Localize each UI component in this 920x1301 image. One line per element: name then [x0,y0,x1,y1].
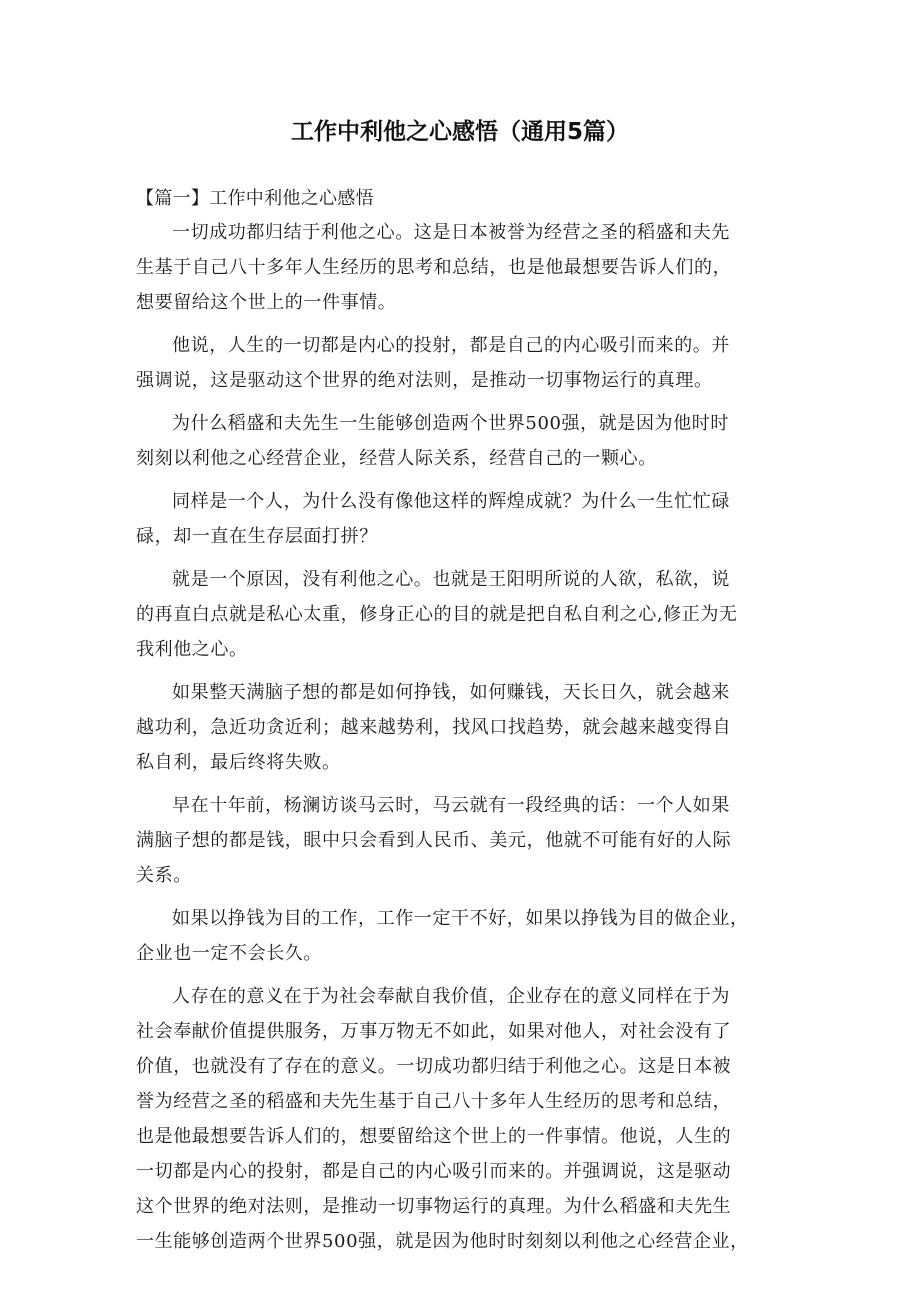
paragraph-line: 企业也一定不会长久。 [136,943,322,964]
paragraph-line: 人存在的意义在于为社会奉献自我价值，企业存在的意义同样在于为 [172,986,730,1007]
paragraph-line: 碌，却一直在生存层面打拼？ [136,526,378,547]
paragraph-list [136,215,796,1259]
paragraph [136,675,796,780]
section-heading: 【篇一】工作中利他之心感悟 [136,188,374,209]
paragraph-line: 社会奉献价值提供服务，万事万物无不如此，如果对他人，对社会没有了 [136,1021,732,1042]
paragraph [136,901,796,971]
paragraph [136,406,796,476]
paragraph-line: 这个世界的绝对法则，是推动一切事物运行的真理。为什么稻盛和夫先生 [136,1196,732,1217]
paragraph-line: 为什么稻盛和夫先生一生能够创造两个世界500强，就是因为他时时 [172,413,729,434]
document-body [136,183,796,1267]
paragraph [136,979,796,1259]
paragraph [136,328,796,398]
paragraph-line: 生基于自己八十多年人生经历的思考和总结，也是他最想要告诉人们的， [136,257,732,278]
paragraph-line: 也是他最想要告诉人们的，想要留给这个世上的一件事情。他说，人生的 [136,1126,732,1147]
paragraph-line: 强调说，这是驱动这个世界的绝对法则，是推动一切事物运行的真理。 [136,370,713,391]
paragraph [136,788,796,893]
paragraph-line: 我利他之心。 [136,639,248,660]
paragraph-line: 一生能够创造两个世界500强，就是因为他时时刻刻以利他之心经营企业， [136,1231,749,1252]
paragraph-line: 誉为经营之圣的稻盛和夫先生基于自己八十多年人生经历的思考和总结， [136,1091,732,1112]
paragraph-line: 的再直白点就是私心太重，修身正心的目的就是把自私自利之心,修正为无 [136,604,738,625]
paragraph-line: 想要留给这个世上的一件事情。 [136,292,397,313]
paragraph-line: 一切成功都归结于利他之心。这是日本被誉为经营之圣的稻盛和夫先 [172,222,730,243]
paragraph-line: 就是一个原因，没有利他之心。也就是王阳明所说的人欲，私欲，说 [172,569,730,590]
paragraph-line: 刻刻以利他之心经营企业，经营人际关系，经营自己的一颗心。 [136,448,657,469]
paragraph-line: 私自利，最后终将失败。 [136,752,341,773]
page-title: 工作中利他之心感悟（通用5篇） [290,119,629,145]
paragraph-line: 关系。 [136,865,192,886]
paragraph-line: 价值，也就没有了存在的意义。一切成功都归结于利他之心。这是日本被 [136,1056,732,1077]
paragraph-line: 他说，人生的一切都是内心的投射，都是自己的内心吸引而来的。并 [172,335,730,356]
paragraph [136,484,796,554]
paragraph [136,215,796,320]
paragraph-line: 早在十年前，杨澜访谈马云时，马云就有一段经典的话：一个人如果 [172,795,730,816]
paragraph [136,562,796,667]
paragraph-line: 满脑子想的都是钱，眼中只会看到人民币、美元，他就不可能有好的人际 [136,830,732,851]
paragraph-line: 如果以挣钱为目的工作，工作一定干不好，如果以挣钱为目的做企业， [172,908,749,929]
paragraph-line: 越功利，急近功贪近利；越来越势利，找风口找趋势，就会越来越变得自 [136,717,732,738]
paragraph-line: 同样是一个人，为什么没有像他这样的辉煌成就？为什么一生忙忙碌 [172,491,730,512]
paragraph-line: 如果整天满脑子想的都是如何挣钱，如何赚钱，天长日久，就会越来 [172,682,730,703]
paragraph-line: 一切都是内心的投射，都是自己的内心吸引而来的。并强调说，这是驱动 [136,1161,732,1182]
